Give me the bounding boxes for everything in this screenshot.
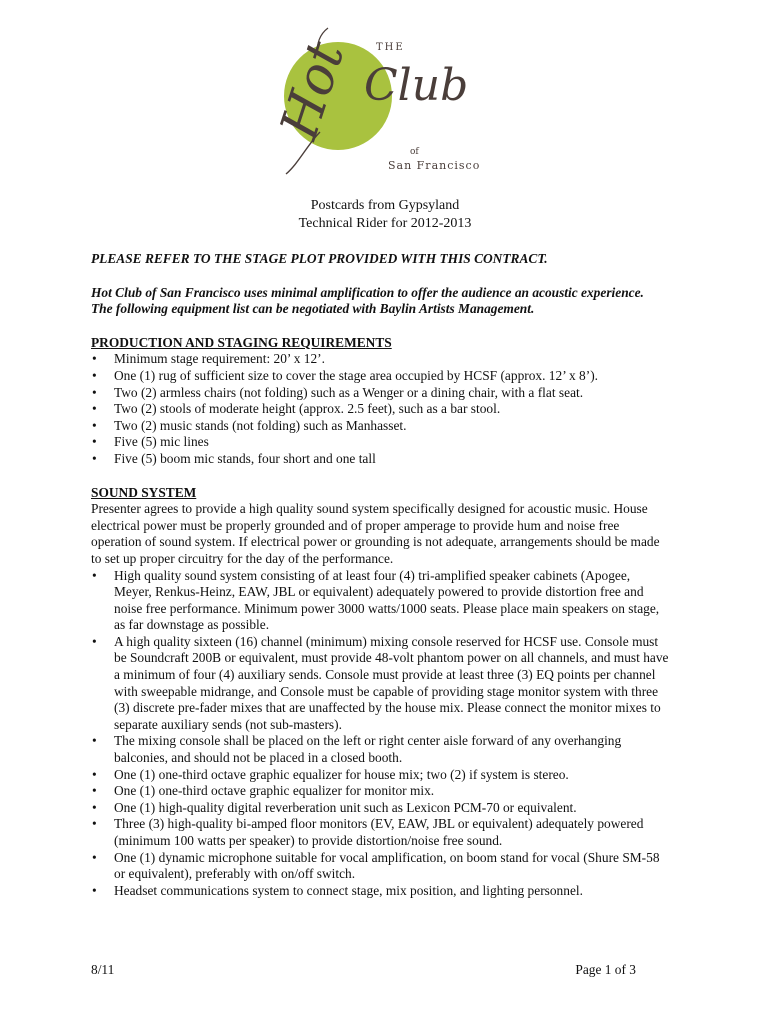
logo-club-text: Club [364,60,469,111]
document-title: Postcards from Gypsyland [310,198,460,213]
footer-page-number: Page 1 of 3 [575,962,636,977]
list-item: • Three (3) high-quality bi-amped floor monitors (EV, EAW, JBL or equivalent) adequately powered (minimum 100 watts per speaker) to provide distortion/noise free sound. [91,816,671,849]
hot-club-logo [268,14,484,184]
list-item: • One (1) one-third octave graphic equalizer for monitor mix. [91,783,671,800]
logo-city-text: San Francisco [388,159,481,172]
document-subtitle: Technical Rider for 2012-2013 [298,215,472,231]
sound-system-intro: Presenter agrees to provide a high quality sound system specifically designed for acoustic music. House electrical power must be properly grounded and of proper amperage to provide hum and noise free operation of sound system. If electrical power or grounding is not adequate, arrangements should be made to set up proper circuitry for the day of the performance. [91,501,660,566]
sound-system-heading: SOUND SYSTEM [91,484,197,500]
list-item: • A high quality sixteen (16) channel (minimum) mixing console reserved for HCSF use. Console must be Soundcraft 200B or equivalent, must provide 48-volt phantom power on all channels, and must have a minimum of four (4) auxiliary sends. Console must provide at least three (3) EQ points per channel with sweepable midrange, and Console must be capable of providing stage monitor system with three (3) discrete pre-fader mixes that are unaffected by the house mix. Please connect the monitor mixes to separate auxiliary sends (not sub-masters). [91,634,671,734]
list-item: • High quality sound system consisting of at least four (4) tri-amplified speaker cabinets (Apogee, Meyer, Renkus-Heinz, EAW, JBL or equivalent) adequately powered to provide distortion free and noise free performance. Minimum power 3000 watts/1000 seats. Please place main speakers on stage, as far downstage as possible. [91,568,671,634]
document-body [91,251,671,899]
list-item: • Headset communications system to connect stage, mix position, and lighting personnel. [91,883,671,900]
list-item: • One (1) high-quality digital reverberation unit such as Lexicon PCM-70 or equivalent. [91,800,671,817]
list-item: • Two (2) armless chairs (not folding) such as a Wenger or a dining chair, with a flat seat. [91,385,671,402]
list-item: • Two (2) music stands (not folding) such as Manhasset. [91,418,671,435]
logo-hot-text: Hot [269,34,357,147]
logo-of-text: of [410,147,419,157]
list-item: • One (1) one-third octave graphic equalizer for house mix; two (2) if system is stereo. [91,767,671,784]
footer-date: 8/11 [91,962,115,977]
production-heading: PRODUCTION AND STAGING REQUIREMENTS [91,334,392,350]
logo-the-text: THE [376,42,405,53]
document-title-block [0,197,770,232]
list-item: • The mixing console shall be placed on the left or right center aisle forward of any overhanging balconies, and should not be placed in a closed booth. [91,733,671,766]
intro-line-2: The following equipment list can be negotiated with Baylin Artists Management. [91,301,535,317]
sound-system-list [91,568,671,900]
list-item: • Five (5) boom mic stands, four short and one tall [91,451,671,468]
intro-line-1: Hot Club of San Francisco uses minimal amplification to offer the audience an acoustic experience. [91,284,644,300]
list-item: • One (1) rug of sufficient size to cover the stage area occupied by HCSF (approx. 12’ x 8’). [91,368,671,385]
list-item: • One (1) dynamic microphone suitable for vocal amplification, on boom stand for vocal (Shure SM-58 or equivalent), preferably with on/off switch. [91,850,671,883]
production-list [91,351,671,467]
list-item: • Two (2) stools of moderate height (approx. 2.5 feet), such as a bar stool. [91,401,671,418]
list-item: • Minimum stage requirement: 20’ x 12’. [91,351,671,368]
stage-plot-notice: PLEASE REFER TO THE STAGE PLOT PROVIDED WITH THIS CONTRACT. [91,251,548,266]
list-item: • Five (5) mic lines [91,434,671,451]
